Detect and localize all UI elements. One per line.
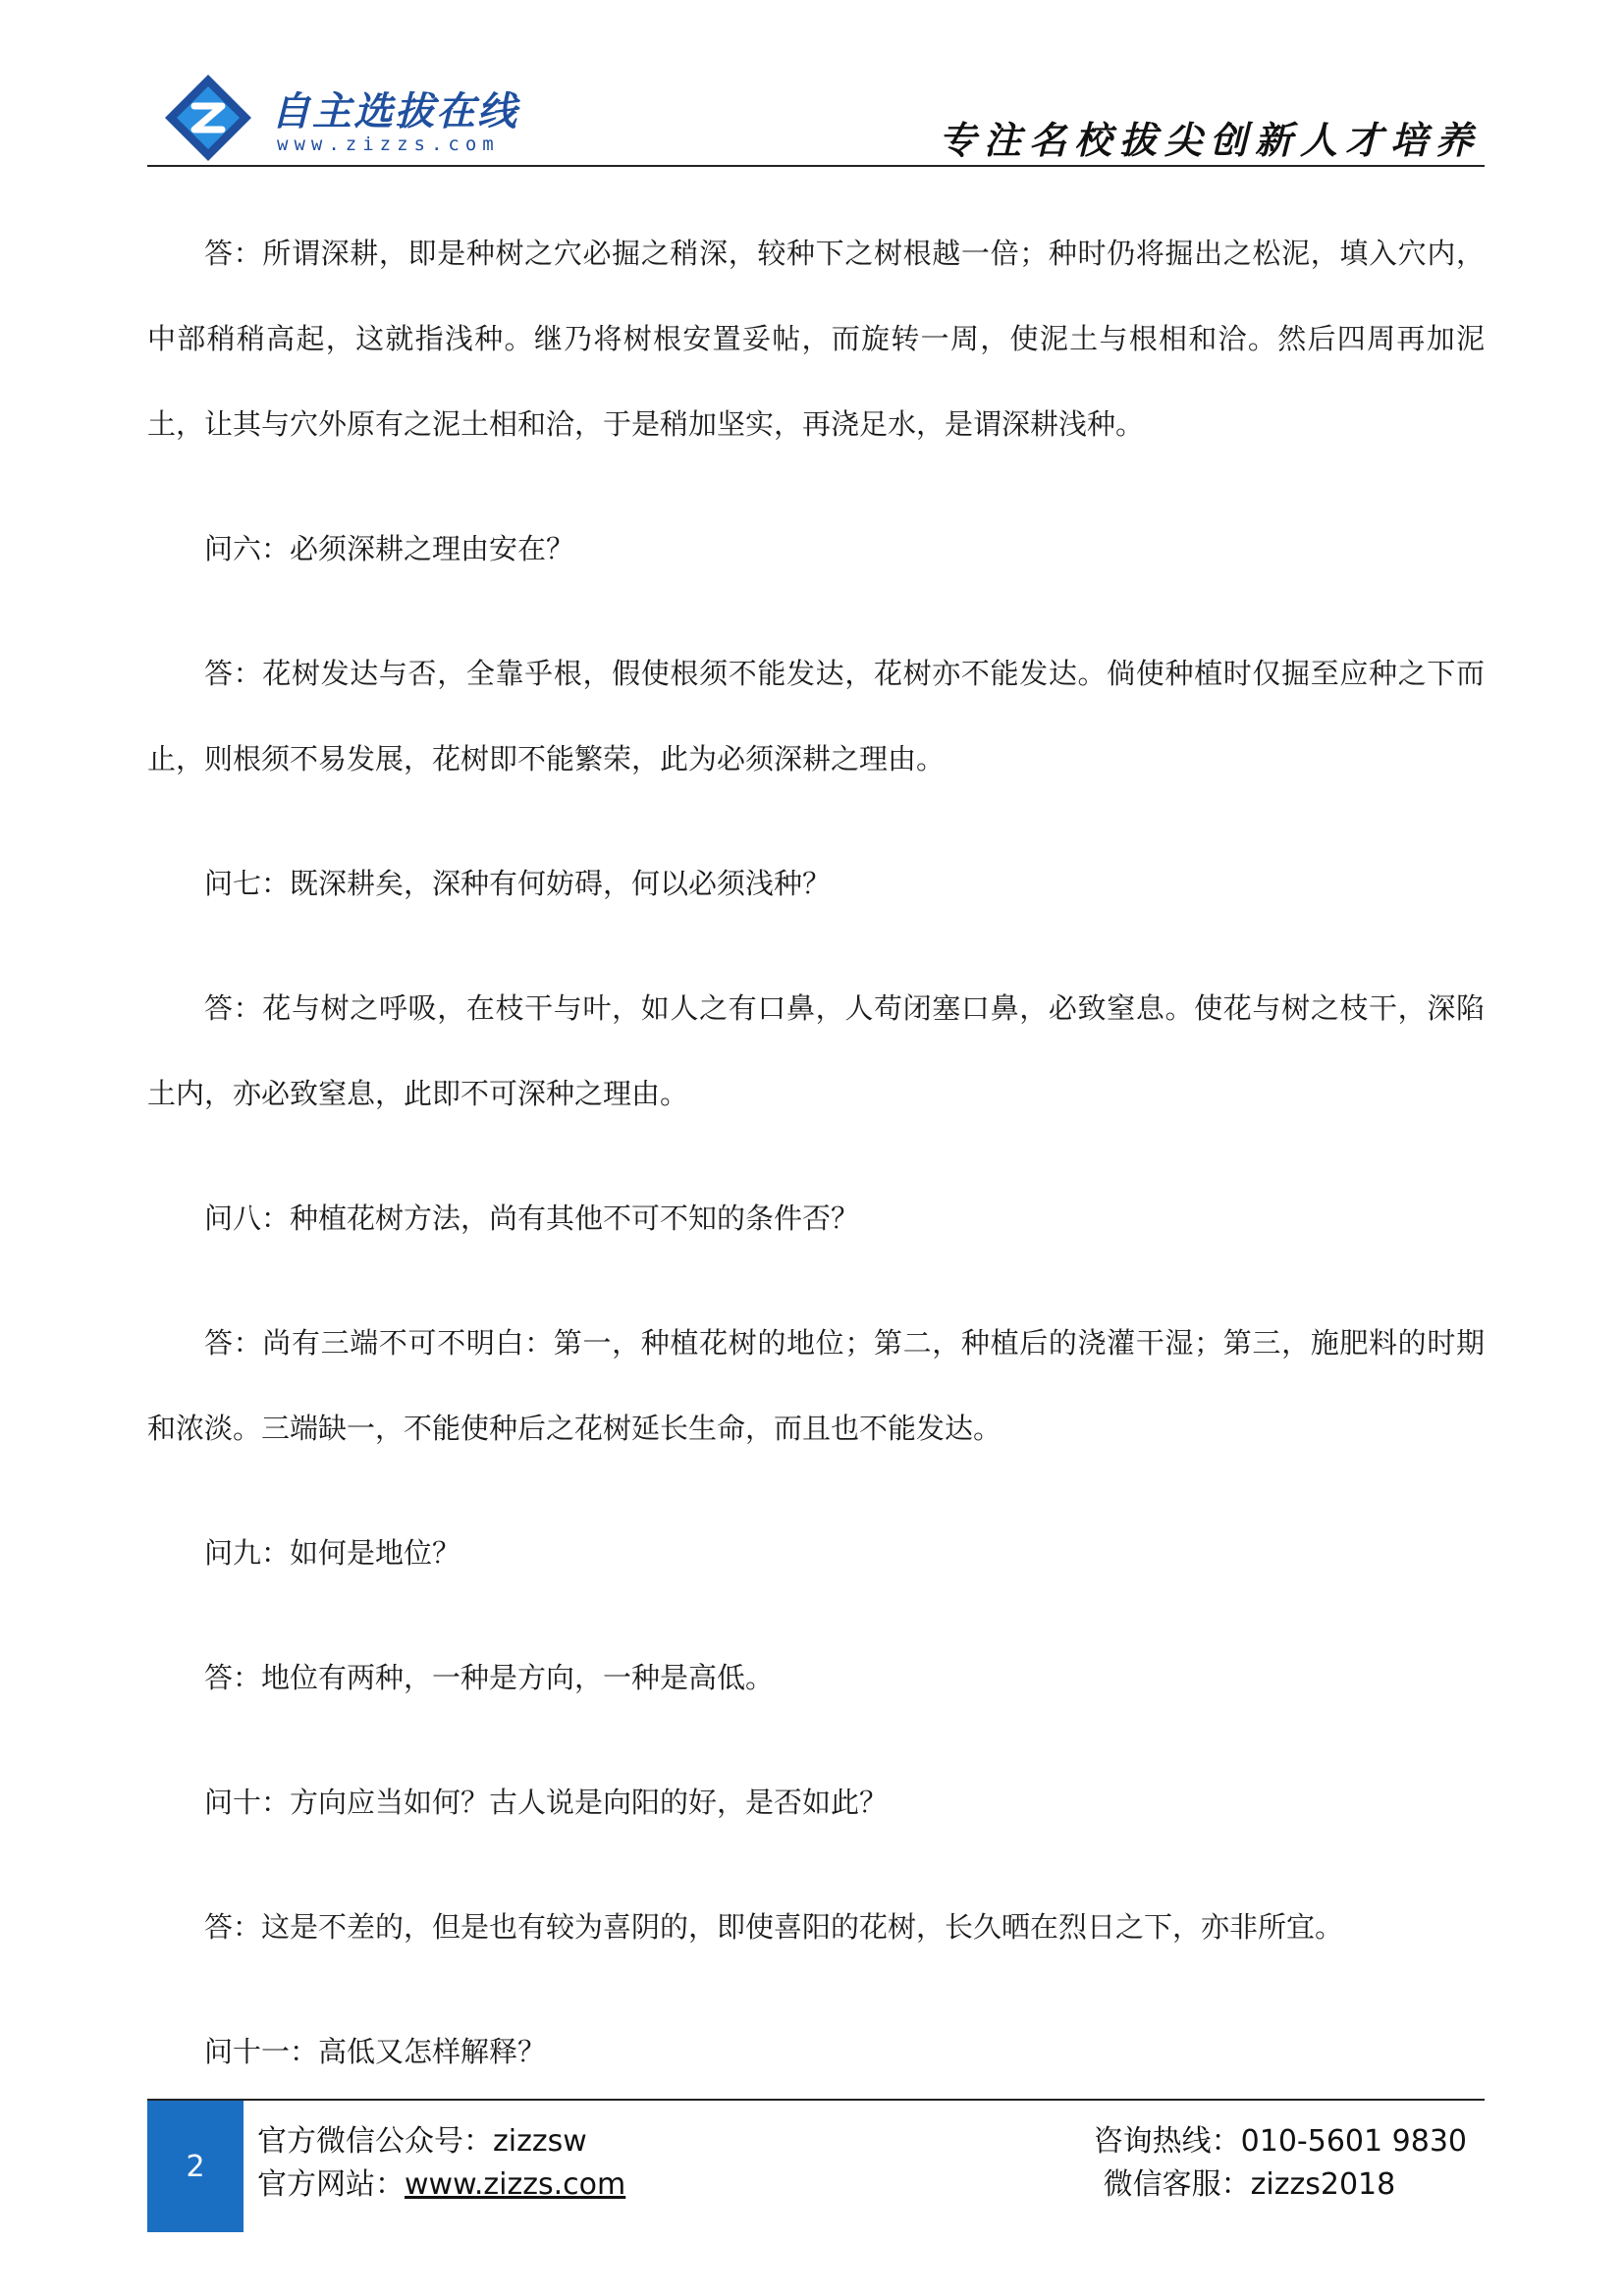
- hotline-value: 010-5601 9830: [1240, 2124, 1467, 2159]
- logo-mark-icon: [161, 71, 255, 165]
- footer-hotline-row: [1094, 2120, 1467, 2163]
- footer-service-row: [1094, 2163, 1467, 2207]
- website-label: 官方网站：: [257, 2167, 405, 2202]
- paragraph-question-8: 问八：种植花树方法，尚有其他不可不知的条件否？: [204, 1201, 860, 1235]
- document-body: [147, 211, 1485, 2095]
- paragraph-answer-7: 答：花与树之呼吸，在枝干与叶，如人之有口鼻，人苟闭塞口鼻，必致窒息。使花与树之枝干，深陷土内，亦必致窒息，此即不可深种之理由。: [147, 991, 1485, 1110]
- service-value: zizzs2018: [1250, 2167, 1396, 2202]
- header-divider: [147, 165, 1485, 167]
- page-header: [147, 59, 1485, 167]
- footer-website-row: [257, 2163, 625, 2207]
- wechat-label: 官方微信公众号：: [257, 2124, 493, 2159]
- paragraph-answer-6: 答：花树发达与否，全靠乎根，假使根须不能发达，花树亦不能发达。倘使种植时仅掘至应种之下而止，则根须不易发展，花树即不能繁荣，此为必须深耕之理由。: [147, 657, 1485, 775]
- header-slogan: 专注名校拔尖创新人才培养: [938, 118, 1481, 162]
- paragraph-answer-8: 答：尚有三端不可不明白：第一，种植花树的地位；第二，种植后的浇灌干湿；第三，施肥料的时期和浓淡。三端缺一，不能使种后之花树延长生命，而且也不能发达。: [147, 1326, 1485, 1445]
- logo[interactable]: [161, 71, 573, 159]
- page-number: 2: [147, 2101, 244, 2232]
- paragraph-question-11: 问十一：高低又怎样解释？: [204, 2035, 547, 2068]
- wechat-value: zizzsw: [493, 2124, 587, 2159]
- service-label: 微信客服：: [1103, 2167, 1251, 2202]
- footer-contact-left: [257, 2120, 625, 2207]
- logo-name: 自主选拔在线: [271, 88, 518, 134]
- paragraph-question-6: 问六：必须深耕之理由安在？: [204, 532, 575, 565]
- paragraph-answer-10: 答：这是不差的，但是也有较为喜阴的，即使喜阳的花树，长久晒在烈日之下，亦非所宜。: [204, 1910, 1344, 1944]
- logo-url: www.zizzs.com: [277, 133, 500, 155]
- paragraph-answer-9: 答：地位有两种，一种是方向，一种是高低。: [204, 1661, 775, 1694]
- footer-contact-right: [1094, 2120, 1467, 2207]
- paragraph-question-9: 问九：如何是地位？: [204, 1536, 461, 1570]
- website-link[interactable]: www.zizzs.com: [405, 2167, 626, 2202]
- paragraph-answer-5: 答：所谓深耕，即是种树之穴必掘之稍深，较种下之树根越一倍；种时仍将掘出之松泥，填入穴内，中部稍稍高起，这就指浅种。继乃将树根安置妥帖，而旋转一周，使泥土与根相和洽。然后四周再加泥土，让其与穴外原有之泥土相和洽，于是稍加坚实，再浇足水，是谓深耕浅种。: [147, 237, 1485, 441]
- footer-wechat-row: [257, 2120, 625, 2163]
- paragraph-question-7: 问七：既深耕矣，深种有何妨碍，何以必须浅种？: [204, 867, 832, 900]
- hotline-label: 咨询热线：: [1093, 2124, 1241, 2159]
- paragraph-question-10: 问十：方向应当如何？古人说是向阳的好，是否如此？: [204, 1786, 889, 1819]
- footer-divider: [147, 2099, 1485, 2101]
- page-footer: [147, 2099, 1485, 2232]
